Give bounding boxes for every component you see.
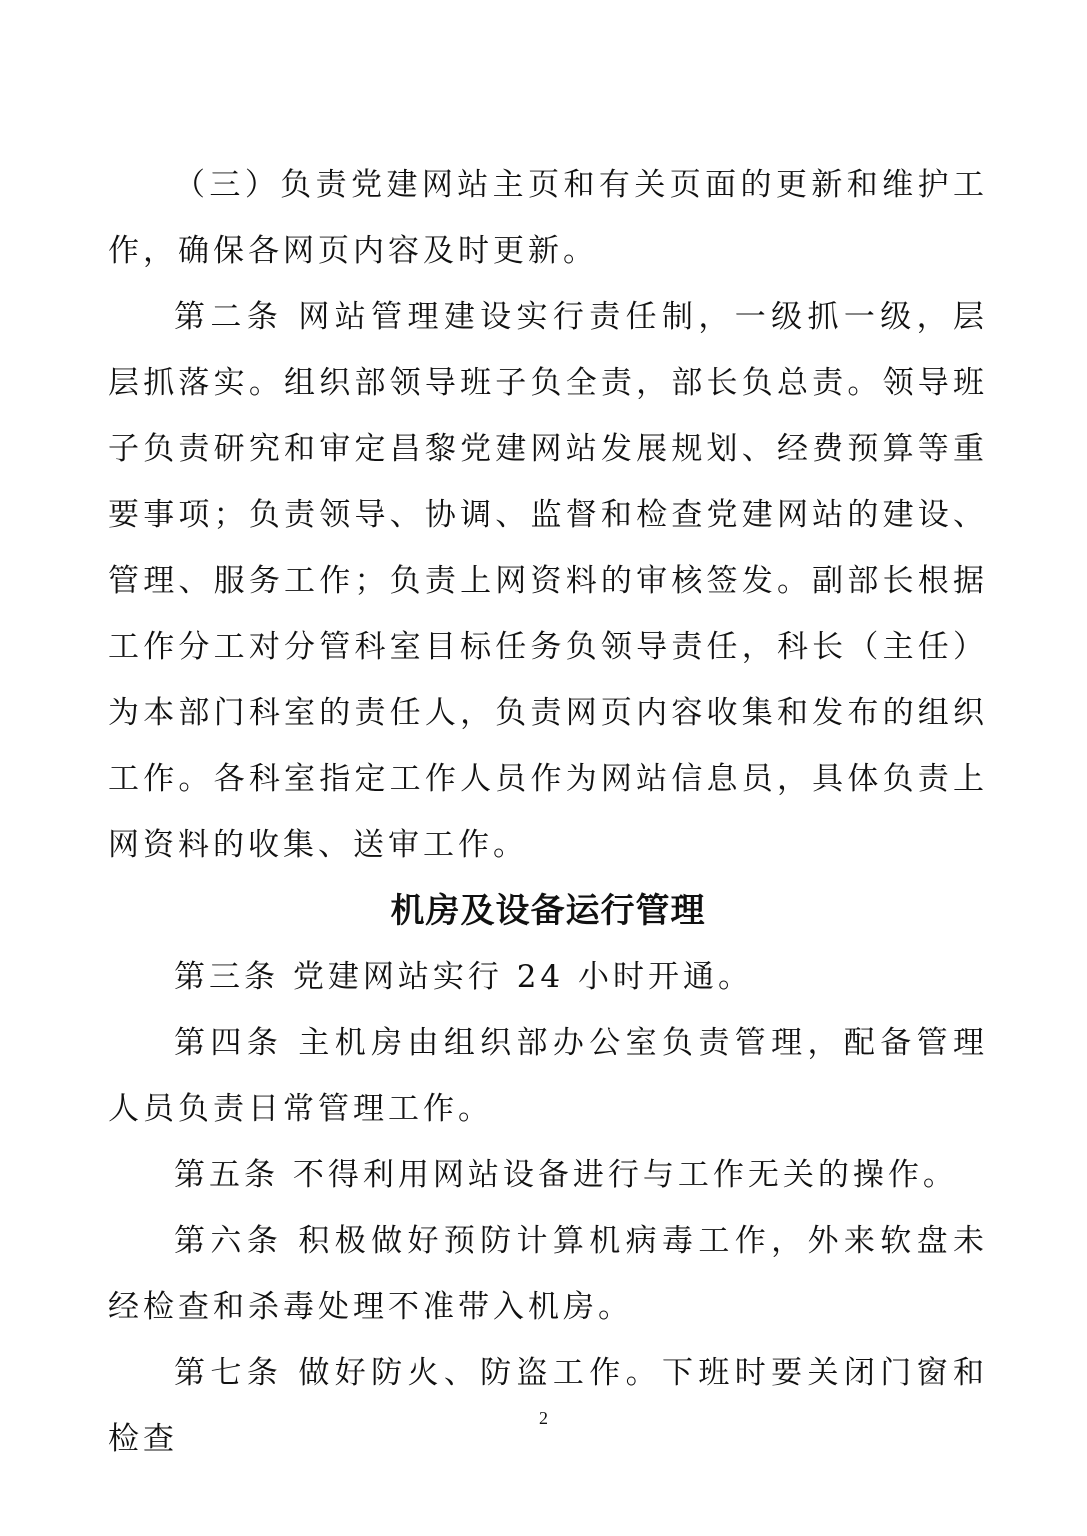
paragraph-article-2: 第二条 网站管理建设实行责任制，一级抓一级，层层抓落实。组织部领导班子负全责，部长负总责。领导班子负责研究和审定昌黎党建网站发展规划、经费预算等重要事项；负责领导、协调、监督和检查党建网站的建设、管理、服务工作；负责上网资料的审核签发。副部长根据工作分工对分管科室目标任务负领导责任，科长（主任）为本部门科室的责任人，负责网页内容收集和发布的组织工作。各科室指定工作人员作为网站信息员，具体负责上网资料的收集、送审工作。 [108,299,988,863]
section-heading: 机房及设备运行管理 [390,891,706,931]
paragraph-article-3: 第三条 党建网站实行 24 小时开通。 [174,959,754,995]
paragraph-article-5: 第五条 不得利用网站设备进行与工作无关的操作。 [174,1157,958,1193]
document-body [108,152,988,1472]
paragraph-article-7: 第七条 做好防火、防盗工作。下班时要关闭门窗和检查 [108,1355,988,1457]
paragraph-article-4: 第四条 主机房由组织部办公室负责管理，配备管理人员负责日常管理工作。 [108,1025,988,1127]
page-number: 2 [539,1408,548,1428]
paragraph-article-6: 第六条 积极做好预防计算机病毒工作，外来软盘未经检查和杀毒处理不准带入机房。 [108,1223,988,1325]
paragraph-item-3: （三）负责党建网站主页和有关页面的更新和维护工作，确保各网页内容及时更新。 [108,167,988,269]
